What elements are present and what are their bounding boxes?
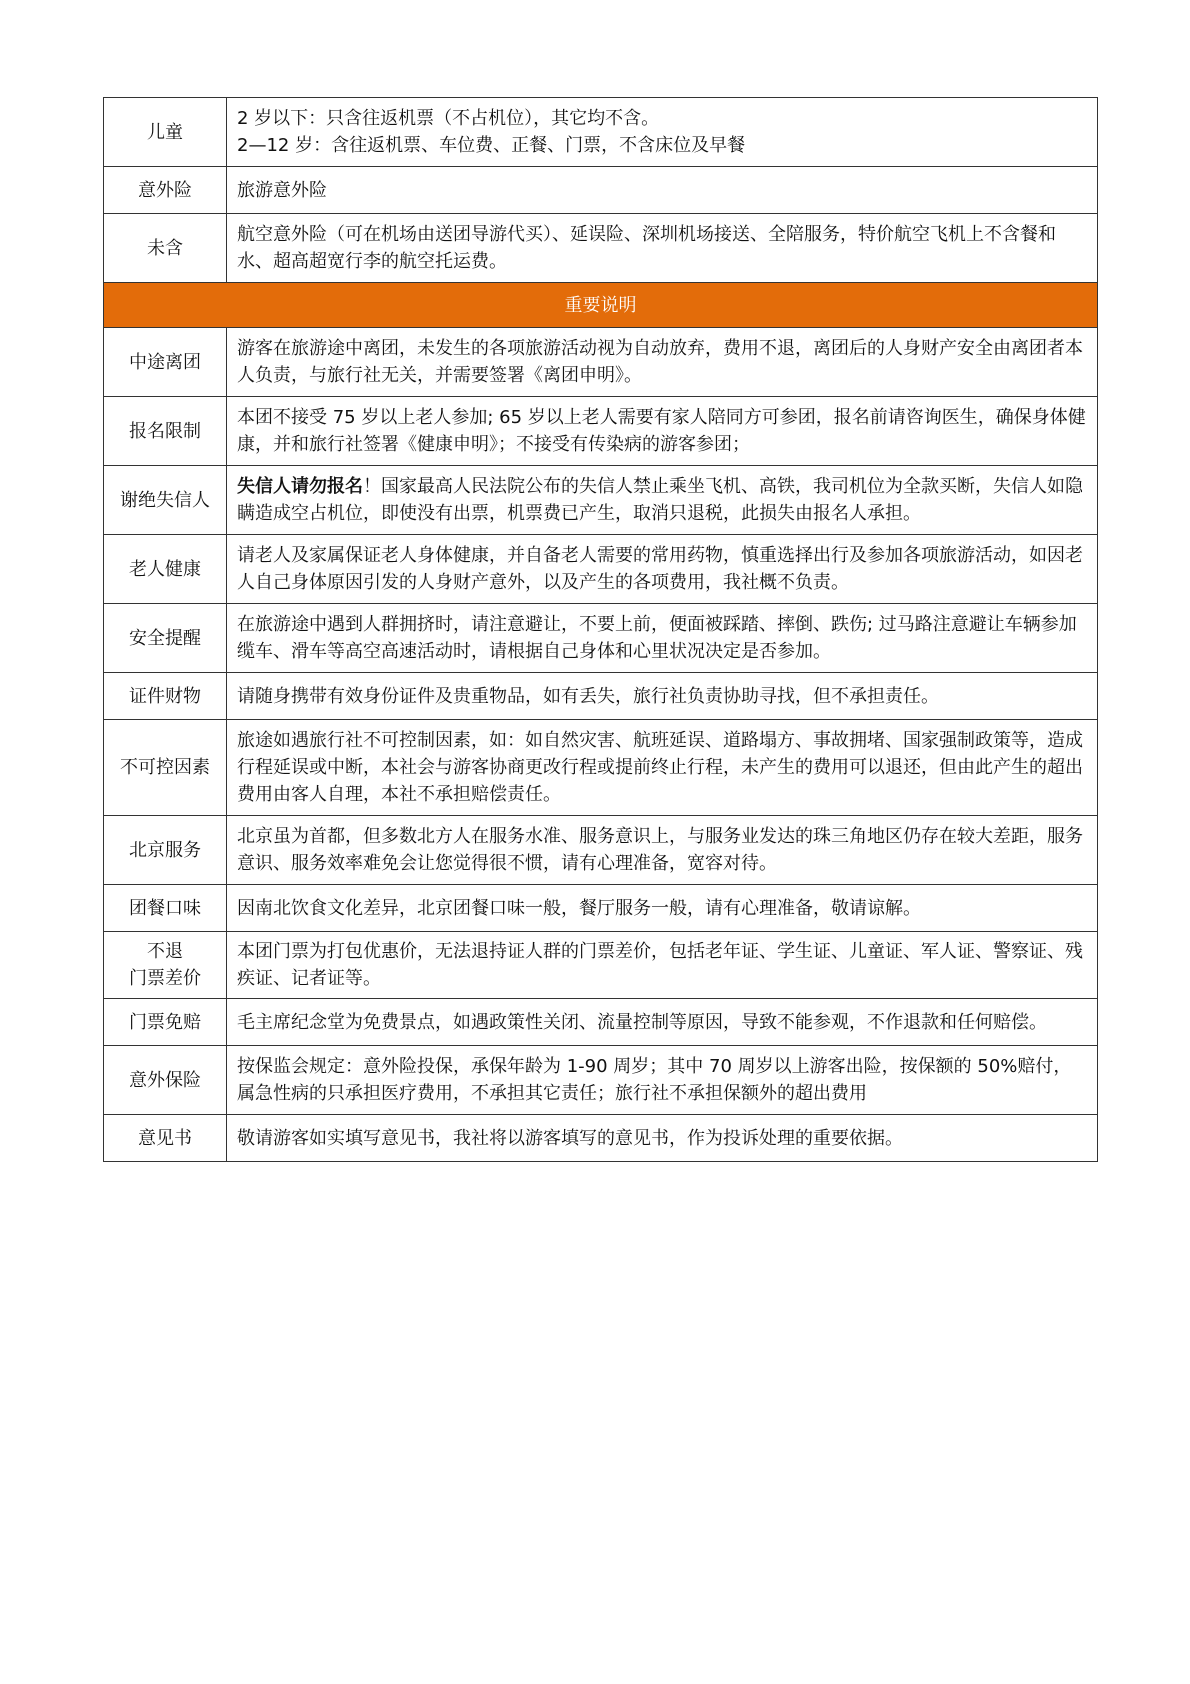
row-label-ticket-difference [104,932,227,999]
content-line: 2—12 岁：含往返机票、车位费、正餐、门票，不含床位及早餐 [237,135,746,156]
row-content-accident-insurance: 旅游意外险 [227,167,1098,214]
row-label-accident-insurance: 意外险 [104,167,227,214]
table-row [104,816,1098,885]
table-row [104,214,1098,283]
table-row [104,720,1098,816]
row-content-accident-coverage: 按保监会规定：意外险投保，承保年龄为 1-90 周岁；其中 70 周岁以上游客出险，按保额的 50%赔付，属急性病的只承担医疗费用，不承担其它责任；旅行社不承担保额外的超出费用 [227,1046,1098,1115]
row-content-leave-group: 游客在旅游途中离团，未发生的各项旅游活动视为自动放弃，费用不退，离团后的人身财产安全由离团者本人负责，与旅行社无关，并需要签署《离团申明》。 [227,328,1098,397]
row-content-beijing-service: 北京虽为首都，但多数北方人在服务水准、服务意识上，与服务业发达的珠三角地区仍存在较大差距，服务意识、服务效率难免会让您觉得很不惯，请有心理准备，宽容对待。 [227,816,1098,885]
row-content-group-meals: 因南北饮食文化差异，北京团餐口味一般，餐厅服务一般，请有心理准备，敬请谅解。 [227,885,1098,932]
row-label-not-included: 未含 [104,214,227,283]
row-label-force-majeure: 不可控因素 [104,720,227,816]
row-label-feedback-form: 意见书 [104,1115,227,1162]
section-header-row [104,283,1098,328]
table-row [104,1115,1098,1162]
row-content-ticket-waiver: 毛主席纪念堂为免费景点，如遇政策性关闭、流量控制等原因，导致不能参观，不作退款和任何赔偿。 [227,999,1098,1046]
row-content-safety-reminder: 在旅游途中遇到人群拥挤时，请注意避让，不要上前，便面被踩踏、摔倒、跌伤; 过马路注意避让车辆参加缆车、滑车等高空高速活动时，请根据自己身体和心里状况决定是否参加。 [227,604,1098,673]
row-label-documents-property: 证件财物 [104,673,227,720]
row-content-signup-limits: 本团不接受 75 岁以上老人参加; 65 岁以上老人需要有家人陪同方可参团，报名前请咨询医生，确保身体健康，并和旅行社签署《健康申明》；不接受有传染病的游客参团； [227,397,1098,466]
itinerary-terms-table [103,97,1098,1162]
row-content-feedback-form: 敬请游客如实填写意见书，我社将以游客填写的意见书，作为投诉处理的重要依据。 [227,1115,1098,1162]
table-row [104,466,1098,535]
row-label-children: 儿童 [104,98,227,167]
row-content-documents-property: 请随身携带有效身份证件及贵重物品，如有丢失，旅行社负责协助寻找，但不承担责任。 [227,673,1098,720]
table-row [104,98,1098,167]
table-row [104,535,1098,604]
table-row [104,885,1098,932]
row-label-elderly-health: 老人健康 [104,535,227,604]
warning-emphasis: 失信人请勿报名 [237,476,363,497]
row-label-ticket-waiver: 门票免赔 [104,999,227,1046]
table-row [104,932,1098,999]
row-content-not-included: 航空意外险（可在机场由送团导游代买）、延误险、深圳机场接送、全陪服务，特价航空飞机上不含餐和水、超高超宽行李的航空托运费。 [227,214,1098,283]
row-label-dishonest-persons: 谢绝失信人 [104,466,227,535]
warning-text: ！国家最高人民法院公布的失信人禁止乘坐飞机、高铁，我司机位为全款买断，失信人如隐瞒造成空占机位，即使没有出票，机票费已产生，取消只退税，此损失由报名人承担。 [237,476,1083,524]
row-label-signup-limits: 报名限制 [104,397,227,466]
label-line: 门票差价 [129,968,201,989]
table-row [104,1046,1098,1115]
row-label-group-meals: 团餐口味 [104,885,227,932]
table-row [104,397,1098,466]
row-content-force-majeure: 旅途如遇旅行社不可控制因素，如：如自然灾害、航班延误、道路塌方、事故拥堵、国家强制政策等，造成行程延误或中断，本社会与游客协商更改行程或提前终止行程，未产生的费用可以退还，但由此产生的超出费用由客人自理，本社不承担赔偿责任。 [227,720,1098,816]
row-label-beijing-service: 北京服务 [104,816,227,885]
table-row [104,167,1098,214]
row-content-dishonest-persons [227,466,1098,535]
label-line: 不退 [147,941,183,962]
section-title: 重要说明 [104,283,1098,328]
table-row [104,604,1098,673]
row-content-ticket-difference: 本团门票为打包优惠价，无法退持证人群的门票差价，包括老年证、学生证、儿童证、军人证、警察证、残疾证、记者证等。 [227,932,1098,999]
row-content-elderly-health: 请老人及家属保证老人身体健康，并自备老人需要的常用药物，慎重选择出行及参加各项旅游活动，如因老人自己身体原因引发的人身财产意外，以及产生的各项费用，我社概不负责。 [227,535,1098,604]
content-line: 2 岁以下：只含往返机票（不占机位），其它均不含。 [237,108,660,129]
row-label-accident-coverage: 意外保险 [104,1046,227,1115]
row-label-safety-reminder: 安全提醒 [104,604,227,673]
row-label-leave-group: 中途离团 [104,328,227,397]
table-row [104,673,1098,720]
row-content-children [227,98,1098,167]
table-row [104,999,1098,1046]
table-row [104,328,1098,397]
